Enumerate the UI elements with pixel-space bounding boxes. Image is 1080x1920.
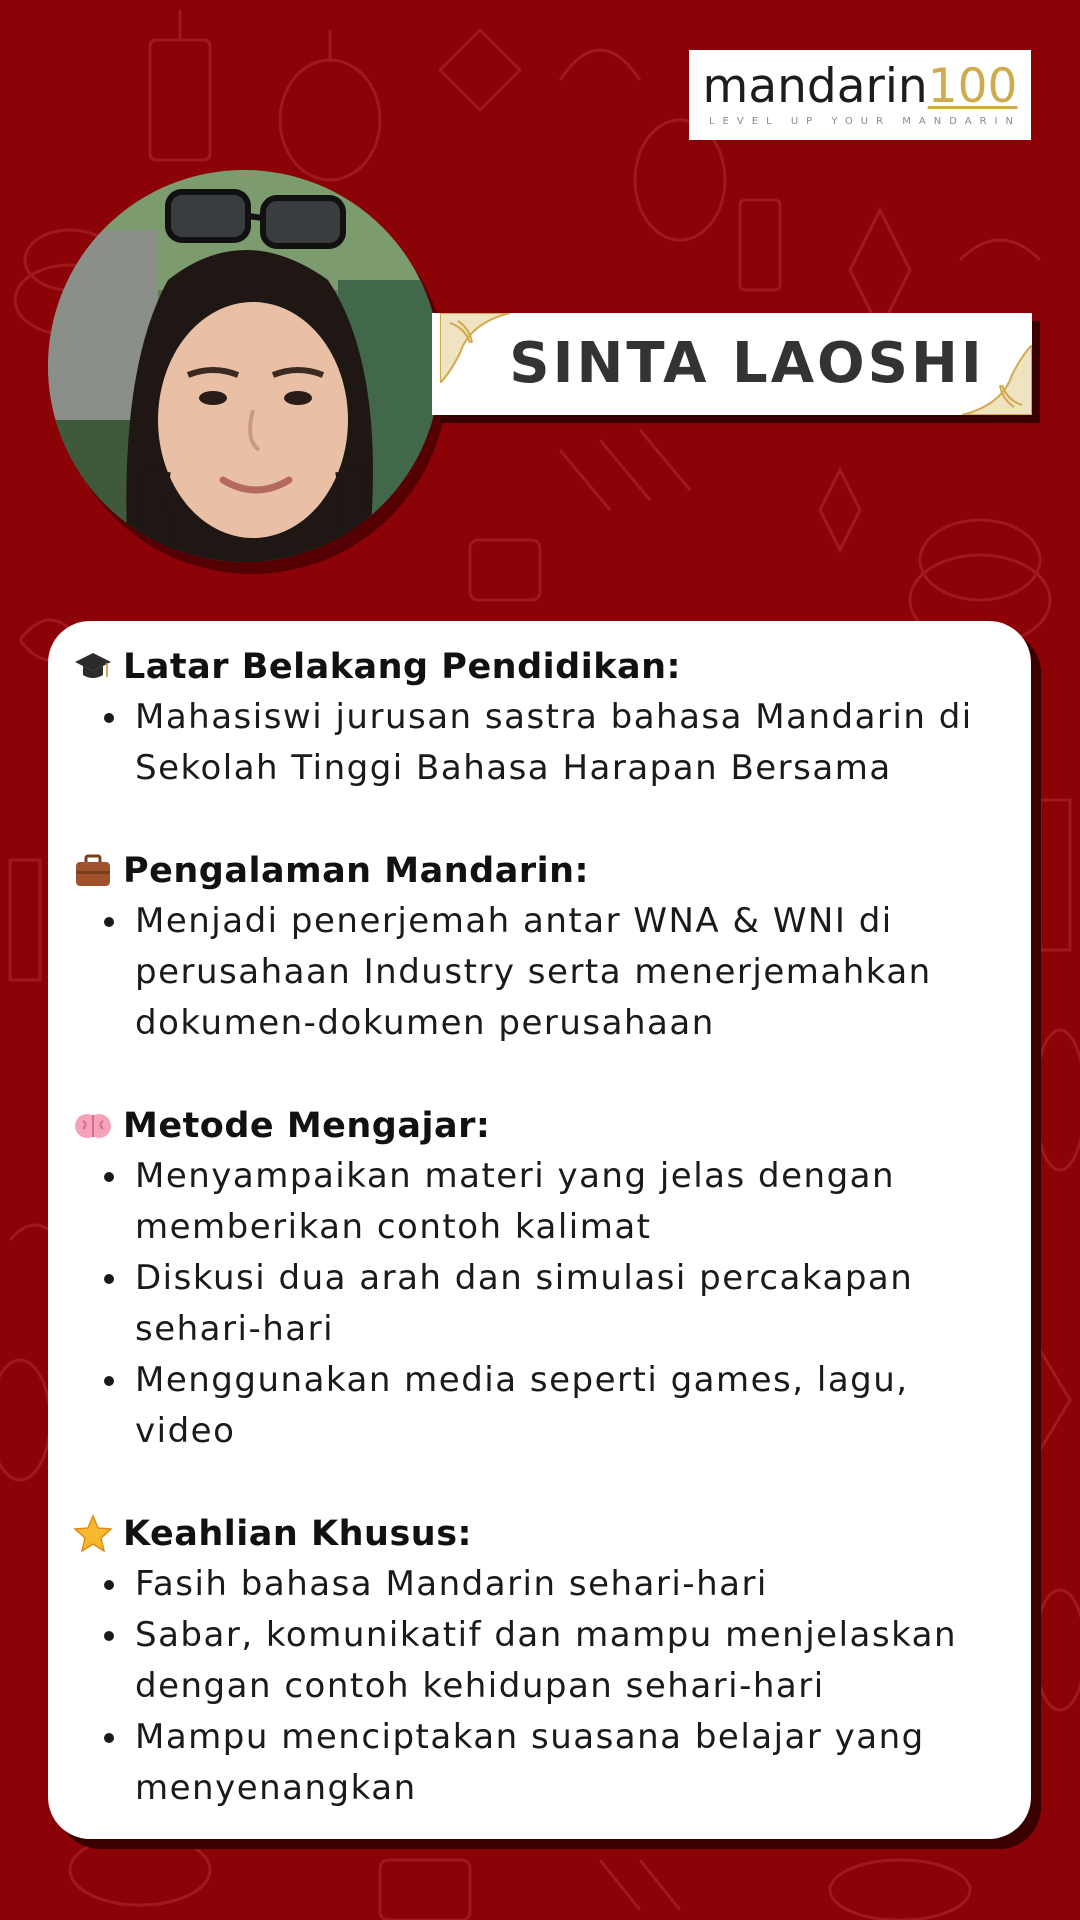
list-item	[73, 1559, 1033, 1610]
section-teaching-method	[73, 1101, 1033, 1457]
section-heading	[73, 642, 1033, 692]
bullet-line: video	[135, 1411, 236, 1451]
section-title: Latar Belakang Pendidikan:	[123, 647, 682, 687]
section-title: Keahlian Khusus:	[123, 1514, 473, 1554]
logo-wordmark	[689, 60, 1031, 114]
bullet-line: Mampu menciptakan suasana belajar yang	[135, 1717, 925, 1757]
section-special-skills	[73, 1509, 1033, 1814]
list-item	[73, 1151, 1033, 1253]
bullet-line: Menjadi penerjemah antar WNA & WNI di	[135, 901, 893, 941]
bullet-line: memberikan contoh kalimat	[135, 1207, 652, 1247]
list-item	[73, 1712, 1033, 1814]
bullet-line: perusahaan Industry serta menerjemahkan	[135, 952, 932, 992]
bullet-line: Menggunakan media seperti games, lagu,	[135, 1360, 909, 1400]
list-item	[73, 896, 1033, 1049]
list-item	[73, 692, 1033, 794]
teacher-name-banner	[432, 313, 1032, 415]
bullet-line: sehari-hari	[135, 1309, 335, 1349]
gold-corner-ornament	[962, 345, 1032, 415]
profile-card	[48, 621, 1031, 1839]
section-title: Metode Mengajar:	[123, 1106, 491, 1146]
list-item	[73, 1253, 1033, 1355]
bullet-line: dengan contoh kehidupan sehari-hari	[135, 1666, 825, 1706]
section-heading	[73, 1509, 1033, 1559]
bullet-line: Mahasiswi jurusan sastra bahasa Mandarin di	[135, 697, 973, 737]
bullet-line: Diskusi dua arah dan simulasi percakapan	[135, 1258, 914, 1298]
graduation-cap-icon	[73, 647, 113, 687]
bullet-line: dokumen-dokumen perusahaan	[135, 1003, 715, 1043]
bullet-line: Sekolah Tinggi Bahasa Harapan Bersama	[135, 748, 892, 788]
teacher-photo	[48, 170, 440, 562]
logo-number: 100	[927, 59, 1018, 114]
logo-tagline: LEVEL UP YOUR MANDARIN	[709, 116, 1021, 127]
bullet-line: Menyampaikan materi yang jelas dengan	[135, 1156, 896, 1196]
briefcase-icon	[73, 851, 113, 891]
section-experience	[73, 846, 1033, 1049]
list-item	[73, 1610, 1033, 1712]
section-heading	[73, 846, 1033, 896]
teacher-name: SINTA LAOSHI	[509, 331, 985, 396]
bullet-line: menyenangkan	[135, 1768, 417, 1808]
star-icon	[73, 1514, 113, 1554]
bullet-line: Fasih bahasa Mandarin sehari-hari	[135, 1564, 768, 1604]
section-title: Pengalaman Mandarin:	[123, 851, 589, 891]
logo-word: mandarin	[702, 59, 928, 114]
section-heading	[73, 1101, 1033, 1151]
mandarin100-logo	[689, 50, 1031, 140]
brain-icon	[73, 1106, 113, 1146]
section-education	[73, 642, 1033, 794]
bullet-line: Sabar, komunikatif dan mampu menjelaskan	[135, 1615, 958, 1655]
list-item	[73, 1355, 1033, 1457]
